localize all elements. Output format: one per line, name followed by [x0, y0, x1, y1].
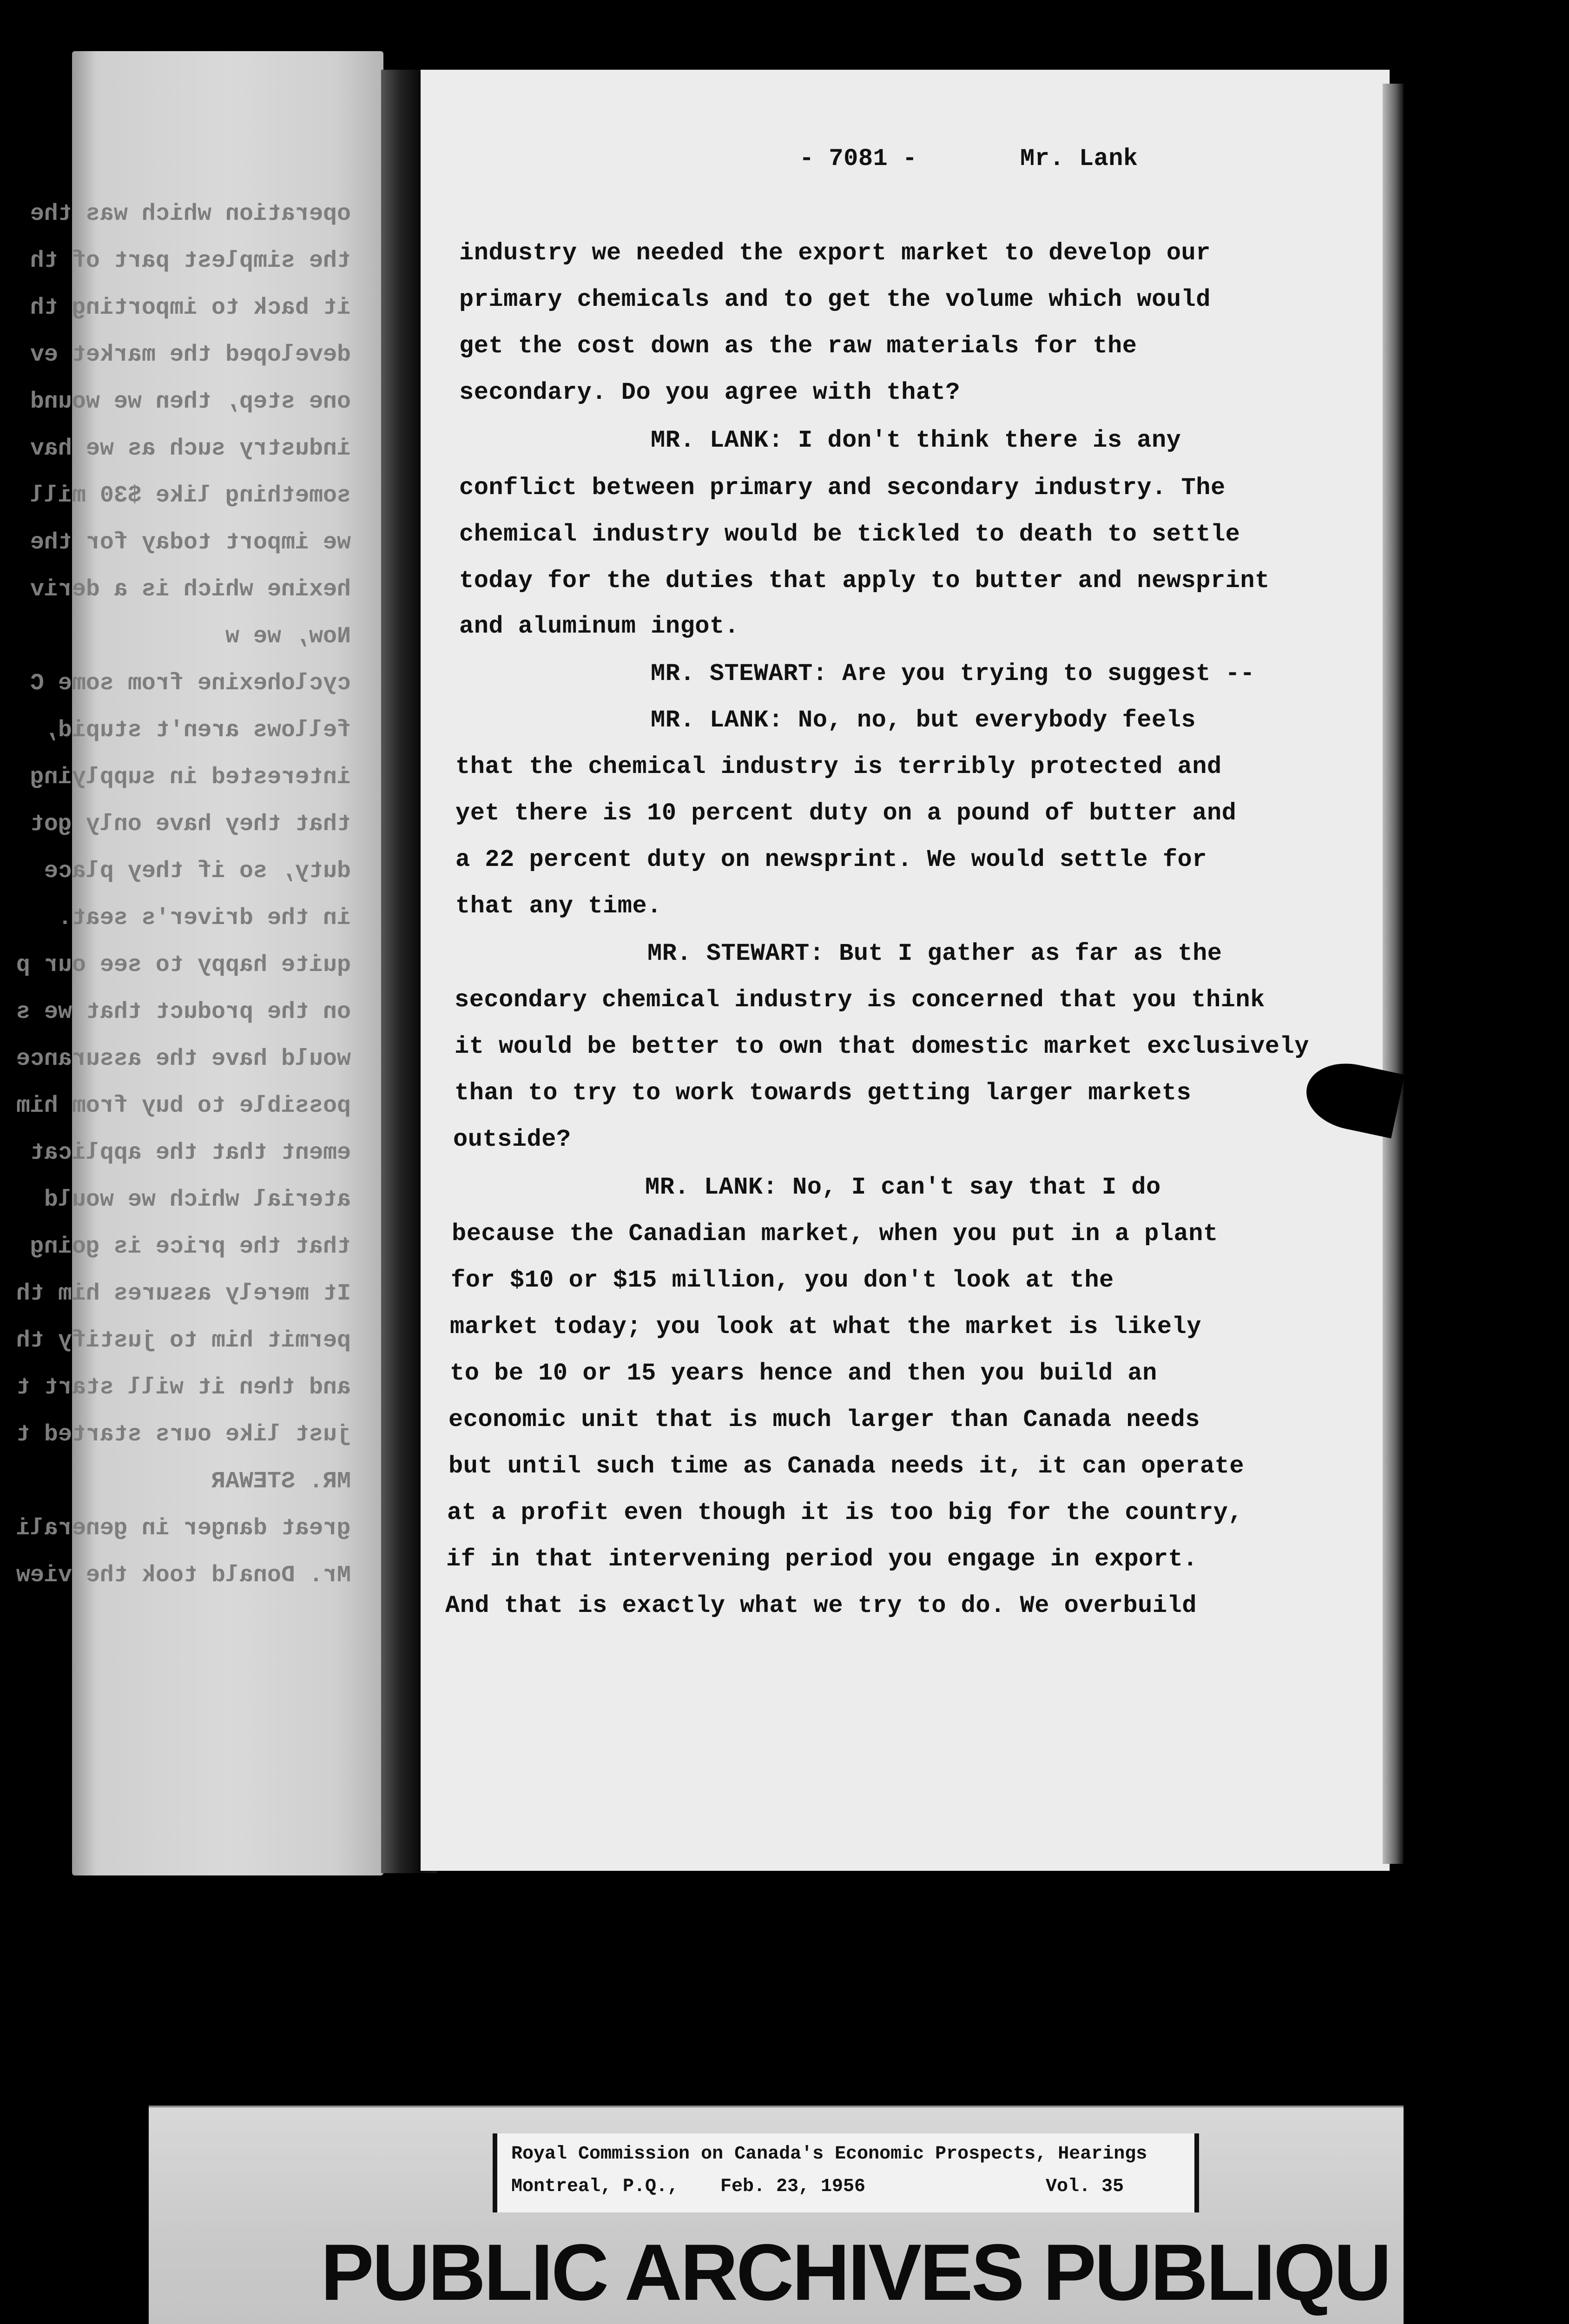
transcript-line: that the chemical industry is terribly protected and [455, 753, 1222, 780]
transcript-line: because the Canadian market, when you put in a plant [452, 1220, 1218, 1248]
transcript-line: secondary chemical industry is concerned that you think [455, 986, 1265, 1014]
transcript-line: And that is exactly what we try to do. We overbuild [445, 1592, 1197, 1619]
speaker-line: MR. STEWART: Are you trying to suggest -- [651, 660, 1255, 687]
transcript-line: conflict between primary and secondary industry. The [459, 474, 1226, 502]
previous-page-line: that the price is going [30, 1234, 351, 1260]
previous-page-line: Now, we w [225, 623, 351, 650]
transcript-line: primary chemicals and to get the volume which would [459, 286, 1211, 313]
previous-page-line: quite happy to see our p [16, 952, 351, 978]
archive-label [493, 2133, 1199, 2212]
previous-page-line: ement that the applicat [30, 1140, 351, 1166]
previous-page-line: that they have only got [30, 811, 351, 838]
previous-page-line: the simplest part of th [30, 248, 351, 274]
transcript-line: if in that intervening period you engage in export. [446, 1545, 1198, 1573]
archive-label-date: Feb. 23, 1956 [720, 2176, 866, 2197]
transcript-line: that any time. [455, 892, 662, 920]
previous-page-line: great danger in generali [16, 1515, 351, 1542]
previous-page-line: and then it will start t [16, 1374, 351, 1401]
previous-page-line: on the product that we s [16, 999, 351, 1025]
transcript-line: than to try to work towards getting larger markets [455, 1079, 1192, 1107]
speaker-line: MR. LANK: No, no, but everybody feels [651, 706, 1196, 734]
speaker-header: Mr. Lank [1020, 145, 1138, 172]
previous-page-line: we import today for the [30, 529, 351, 556]
previous-page-line: industry such as we hav [30, 436, 351, 462]
transcript-line: today for the duties that apply to butter and newsprint [459, 567, 1270, 594]
previous-page-line: something like $30 mill [30, 482, 351, 509]
previous-page-line: just like ours started t [16, 1421, 351, 1448]
transcript-line: get the cost down as the raw materials for the [459, 332, 1137, 360]
previous-page-line: Mr. Donald took the view [16, 1562, 351, 1589]
previous-page-line: possible to buy from him [16, 1093, 351, 1119]
transcript-line: but until such time as Canada needs it, it can operate [448, 1452, 1245, 1480]
previous-page-line: It merely assures him th [16, 1281, 351, 1307]
page-number: - 7081 - [799, 145, 917, 172]
transcript-line: outside? [453, 1126, 571, 1153]
archive-stamp-title: PUBLIC ARCHIVES PUBLIQU [321, 2228, 1390, 2317]
transcript-line: chemical industry would be tickled to death to settle [459, 521, 1240, 548]
transcript-line: secondary. Do you agree with that? [459, 379, 960, 406]
previous-page-line: interested in supplying [30, 764, 351, 791]
previous-page-line: one step, then we wound [30, 389, 351, 415]
speaker-line: MR. LANK: No, I can't say that I do [645, 1174, 1161, 1201]
previous-page-line: aterial which we would [44, 1187, 351, 1213]
previous-page-line: MR. STEWAR [211, 1468, 351, 1495]
transcript-line: a 22 percent duty on newsprint. We would settle for [455, 846, 1207, 873]
previous-page-edge [16, 51, 383, 1875]
speaker-line: MR. STEWART: But I gather as far as the [647, 940, 1222, 967]
transcript-line: industry we needed the export market to develop our [459, 239, 1211, 267]
previous-page-line: developed the market ev [30, 342, 351, 368]
previous-page-line: hexine which is a deriv [30, 576, 351, 603]
previous-page-line: in the driver's seat. [58, 905, 351, 931]
transcript-line: at a profit even though it is too big for the country, [447, 1499, 1243, 1526]
transcript-line: for $10 or $15 million, you don't look at the [451, 1267, 1114, 1294]
archive-label-place: Montreal, P.Q., [511, 2176, 679, 2197]
transcript-line: and aluminum ingot. [459, 613, 739, 640]
transcript-line: it would be better to own that domestic market exclusively [455, 1033, 1309, 1060]
previous-page-line: fellows aren't stupid, [44, 717, 351, 744]
speaker-line: MR. LANK: I don't think there is any [651, 427, 1181, 454]
archive-label-volume: Vol. 35 [1046, 2176, 1124, 2197]
previous-page-line: would have the assurance [16, 1046, 351, 1072]
transcript-line: market today; you look at what the market is likely [450, 1313, 1201, 1340]
previous-page-text [16, 191, 351, 1599]
previous-page-line: cyclohexine from some C [30, 670, 351, 697]
previous-page-line: it back to importing th [30, 295, 351, 321]
transcript-line: to be 10 or 15 years hence and then you build an [450, 1360, 1157, 1387]
page-edge-shadow [1383, 84, 1404, 1864]
transcript-line: yet there is 10 percent duty on a pound of butter and [455, 799, 1237, 827]
previous-page-line: operation which was the [30, 201, 351, 227]
transcript-line: economic unit that is much larger than Canada needs [448, 1406, 1200, 1433]
previous-page-line: permit him to justify th [16, 1327, 351, 1354]
previous-page-line: duty, so if they place [44, 858, 351, 885]
archive-label-title: Royal Commission on Canada's Economic Prospects, Hearings [511, 2144, 1147, 2165]
